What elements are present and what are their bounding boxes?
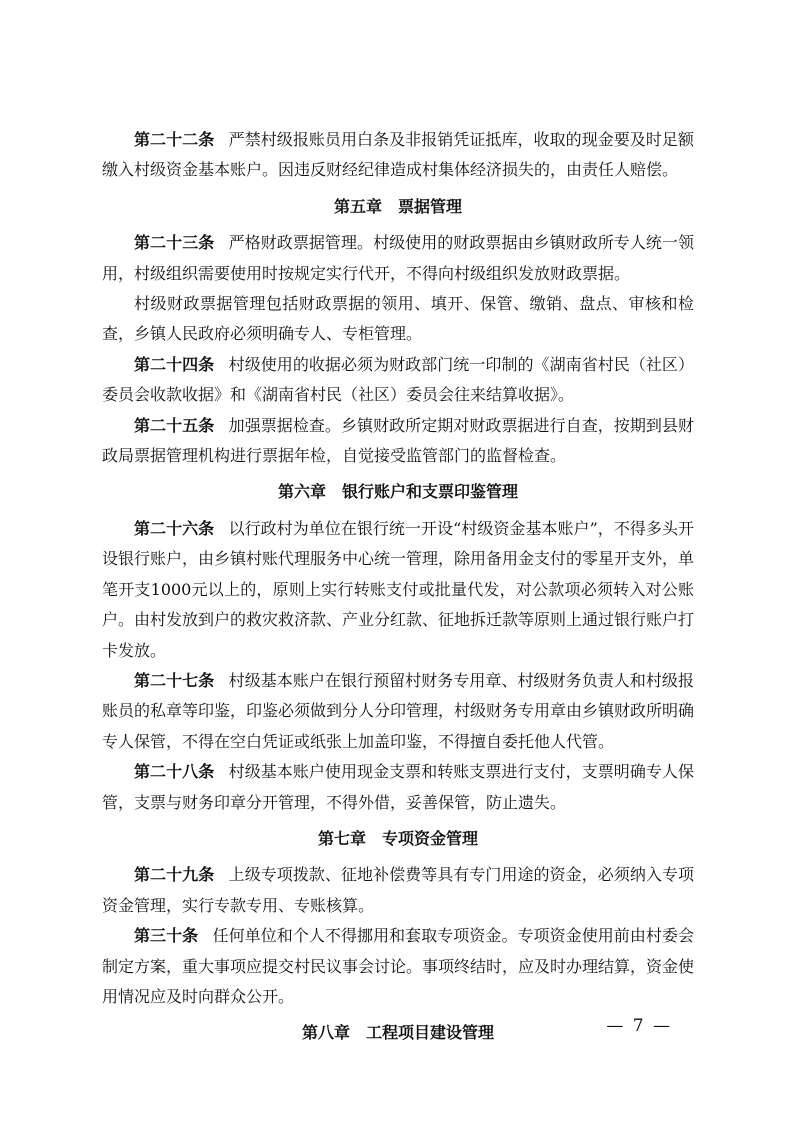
chapter-7-heading: 第七章 专项资金管理 (317, 828, 478, 848)
chapter-5-heading: 第五章 票据管理 (333, 196, 462, 216)
article-29 (102, 860, 694, 921)
article-number: 第二十五条 (134, 415, 215, 435)
article-text: 严格财政票据管理。村级使用的财政票据由乡镇财政所专人统一领用，村级组织需要使用时按规定实行代开，不得向村级组织发放财政票据。 (102, 233, 694, 283)
article-26 (102, 514, 694, 666)
page-number: — 7 — (606, 1016, 672, 1036)
article-number: 第二十七条 (134, 670, 215, 690)
article-27 (102, 666, 694, 757)
article-text: 以行政村为单位在银行统一开设“村级资金基本账户”，不得多头开设银行账户，由乡镇村账代理服务中心统一管理，除用备用金支付的零星开支外，单笔开支1000元以上的，原则上实行转账支付或批量代发，对公款项必须转入对公账户。由村发放到户的救灾救济款、产业分红款、征地拆迁款等原则上通过银行账户打卡发放。 (102, 518, 695, 660)
article-number: 第二十四条 (134, 354, 215, 374)
document-body (102, 125, 694, 1049)
article-number: 第二十八条 (134, 762, 215, 782)
article-24 (102, 350, 694, 411)
article-number: 第二十三条 (134, 233, 215, 253)
article-number: 第二十二条 (134, 130, 215, 149)
article-number: 第二十六条 (134, 518, 215, 538)
article-28 (102, 757, 694, 818)
article-23 (102, 228, 694, 289)
article-22 (102, 125, 694, 186)
article-text: 村级使用的收据必须为财政部门统一印制的《湖南省村民（社区）委员会收款收据》和《湖南省村民（社区）委员会往来结算收据》。 (102, 354, 694, 405)
article-text: 严禁村级报账员用白条及非报销凭证抵库，收取的现金要及时足额缴入村级资金基本账户。因违反财经纪律造成村集体经济损失的，由责任人赔偿。 (102, 130, 694, 180)
chapter-8-heading: 第八章 工程项目建设管理 (301, 1023, 494, 1043)
article-text: 上级专项拨款、征地补偿费等具有专门用途的资金，必须纳入专项资金管理，实行专款专用、专账核算。 (102, 865, 694, 915)
article-text: 任何单位和个人不得挪用和套取专项资金。专项资金使用前由村委会制定方案，重大事项应提交村民议事会讨论。事项终结时，应及时办理结算，资金使用情况应及时向群众公开。 (102, 926, 695, 1006)
article-23-paragraph-2: 村级财政票据管理包括财政票据的领用、填开、保管、缴销、盘点、审核和检查，乡镇人民政府必须明确专人、专柜管理。 (102, 294, 694, 344)
article-number: 第二十九条 (134, 865, 215, 885)
article-text: 加强票据检查。乡镇财政所定期对财政票据进行自查，按期到县财政局票据管理机构进行票据年检，自觉接受监管部门的监督检查。 (102, 415, 694, 466)
article-text: 村级基本账户在银行预留村财务专用章、村级财务负责人和村级报账员的私章等印鉴，印鉴必须做到分人分印管理，村级财务专用章由乡镇财政所明确专人保管，不得在空白凭证或纸张上加盖印鉴，不得擅自委托他人代管。 (102, 670, 695, 751)
article-text: 村级基本账户使用现金支票和转账支票进行支付，支票明确专人保管，支票与财务印章分开管理，不得外借，妥善保管，防止遗失。 (102, 762, 694, 812)
article-25 (102, 411, 694, 472)
chapter-6-heading: 第六章 银行账户和支票印鉴管理 (277, 482, 518, 502)
article-number: 第三十条 (134, 926, 199, 946)
article-30 (102, 921, 694, 1012)
